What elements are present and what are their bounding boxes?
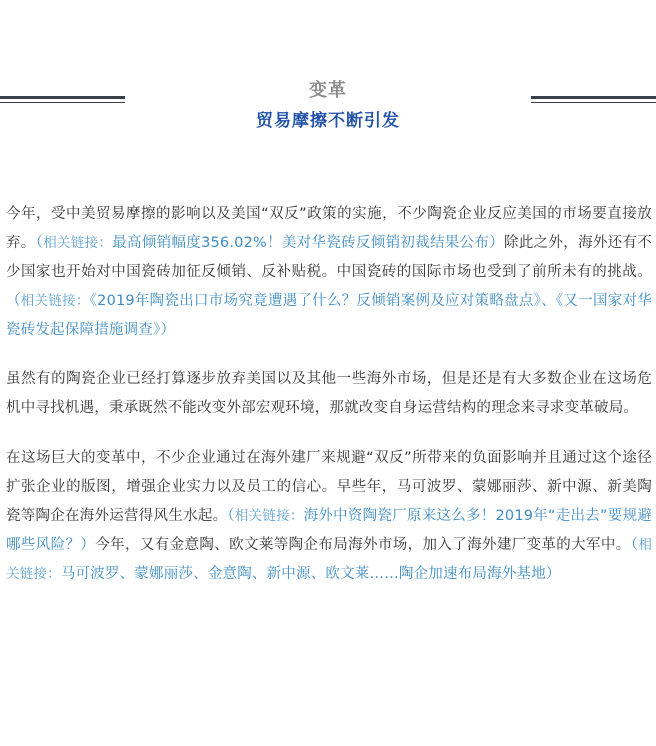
paragraph-text: 今年，受中美贸易摩擦的影响以及美国“双反”政策的实施，不少陶瓷企业反应美国的市场要直接放弃。: [6, 206, 652, 251]
article-body: [6, 200, 652, 610]
section-title: 变革: [309, 80, 347, 101]
paragraph-text: 今年，又有金意陶、欧文莱等陶企布局海外市场，加入了海外建厂变革的大军中。: [95, 537, 631, 553]
section-header: [0, 70, 656, 140]
related-link-2[interactable]: （相关链接：《2019年陶瓷出口市场究竟遭遇了什么？反倾销案例及应对策略盘点》、《又一国家对华瓷砖发起保障措施调查》）: [6, 293, 653, 338]
related-link-label: 相关链接：: [6, 537, 653, 582]
paragraph-text: 除此之外，海外还有不少国家也开始对中国瓷砖加征反倾销、反补贴税。中国瓷砖的国际市场也受到了前所未有的挑战。: [6, 235, 653, 280]
paragraph-text: 虽然有的陶瓷企业已经打算逐步放弃美国以及其他一些海外市场，但是还是有大多数企业在这场危机中寻找机遇，秉承既然不能改变外部宏观环境，那就改变自身运营结构的理念来寻求变革破局。: [6, 371, 652, 416]
related-link-text[interactable]: 海外中资陶瓷厂原来这么多！2019年“走出去”要规避哪些风险？: [6, 508, 653, 553]
paragraph-3: [6, 444, 652, 589]
related-link-label: 相关链接：: [234, 508, 304, 524]
related-link-4[interactable]: （相关链接：马可波罗、蒙娜丽莎、金意陶、新中源、欧文莱……陶企加速布局海外基地）: [6, 537, 653, 582]
related-link-text[interactable]: 《2019年陶瓷出口市场究竟遭遇了什么？反倾销案例及应对策略盘点》、《又一国家对华瓷砖发起保障措施调查》: [6, 293, 653, 338]
related-link-text[interactable]: 马可波罗、蒙娜丽莎、金意陶、新中源、欧文莱……陶企加速布局海外基地: [60, 566, 546, 582]
related-link-1[interactable]: （相关链接：最高倾销幅度356.02%！美对华瓷砖反倾销初裁结果公布）: [35, 235, 505, 251]
section-subtitle: 贸易摩擦不断引发: [256, 111, 400, 131]
related-link-label: 相关链接：: [43, 235, 113, 251]
related-link-label: 相关链接：: [20, 293, 90, 309]
paragraph-2: [6, 365, 652, 423]
paragraph-text: 在这场巨大的变革中，不少企业通过在海外建厂来规避“双反”所带来的负面影响并且通过这个途径扩张企业的版图，增强企业实力以及员工的信心。早些年，马可波罗、蒙娜丽莎、新中源、新美陶瓷等陶企在海外运营得风生水起。: [6, 450, 652, 524]
related-link-3[interactable]: （相关链接：海外中资陶瓷厂原来这么多！2019年“走出去”要规避哪些风险？）: [6, 508, 653, 553]
paragraph-1: [6, 200, 652, 345]
related-link-text[interactable]: 最高倾销幅度356.02%！美对华瓷砖反倾销初裁结果公布: [112, 235, 490, 251]
